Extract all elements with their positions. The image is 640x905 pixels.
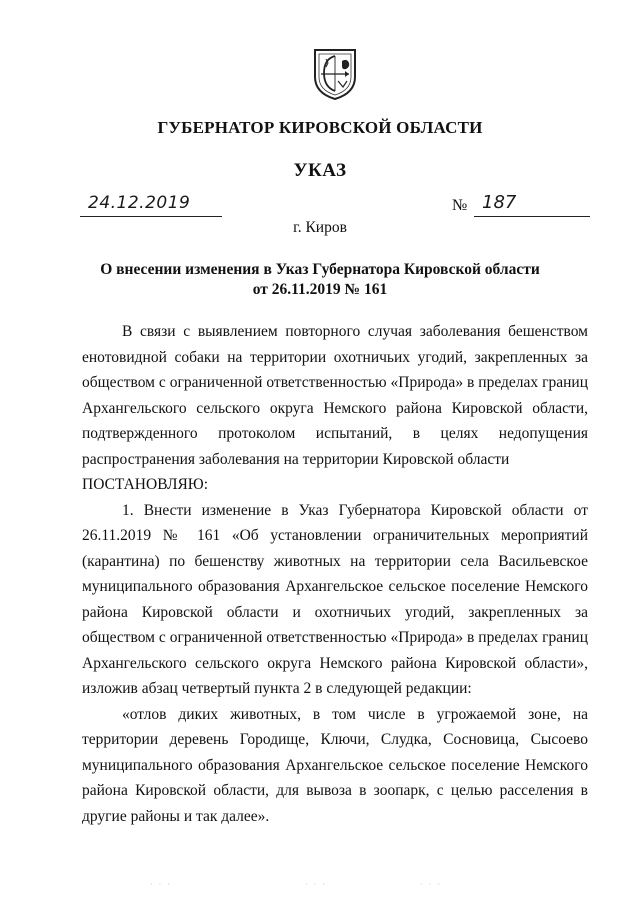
quote-paragraph: «отлов диких животных, в том числе в угрожаемой зоне, на территории деревень Городище, Ключи, Слудка, Сосновица, Сысоево муниципального образования Архангельское сельское поселение Немского района Кировской области, для вывоза в зоопарк, с целью расселения в другие районы и так далее».: [82, 705, 588, 825]
scan-artifact: · · ·: [150, 880, 172, 889]
item-1-paragraph: 1. Внести изменение в Указ Губернатора Кировской области от 26.11.2019 № 161 «Об установлении ограничительных мероприятий (карантина) по бешенству животных на территории села Васильевское муниципального образования Архангельское сельское поселение Немского района Кировской области и охотничьих угодий, закрепленных за обществом с ограниченной ответственностью «Природа» в пределах границ Архангельского сельского округа Немского района Кировской области», изложив абзац четвертый пункта 2 в следующей редакции:: [82, 501, 588, 697]
number-field: [474, 192, 590, 217]
date-field: [80, 195, 222, 217]
decree-body: [82, 319, 588, 829]
city-name: г. Киров: [293, 219, 347, 236]
subject-line-2: от 26.11.2019 № 161: [252, 281, 388, 298]
date-underline: [80, 216, 222, 217]
handwritten-number: 187: [482, 192, 517, 213]
decree-word: ПОСТАНОВЛЯЮ:: [82, 476, 209, 493]
handwritten-date: 24.12.2019: [88, 193, 191, 213]
number-label: №: [452, 197, 468, 214]
number-underline: [474, 216, 590, 217]
subject-line-1: О внесении изменения в Указ Губернатора Кировской области: [100, 261, 540, 278]
decree-subject: [0, 260, 640, 300]
governor-title: ГУБЕРНАТОР КИРОВСКОЙ ОБЛАСТИ: [157, 118, 483, 137]
kirov-coat-of-arms-icon: [311, 47, 359, 101]
document-type: УКАЗ: [293, 160, 347, 181]
scan-artifact: · · ·: [420, 880, 442, 889]
scan-artifact: · · ·: [305, 880, 327, 889]
preamble-paragraph: В связи с выявлением повторного случая заболевания бешенством енотовидной собаки на территории охотничьих угодий, закрепленных за обществом с ограниченной ответственностью «Природа» в пределах границ Архангельского сельского округа Немского района Кировской области, подтвержденного протоколом испытаний, в целях недопущения распространения заболевания на территории Кировской области: [82, 323, 588, 468]
